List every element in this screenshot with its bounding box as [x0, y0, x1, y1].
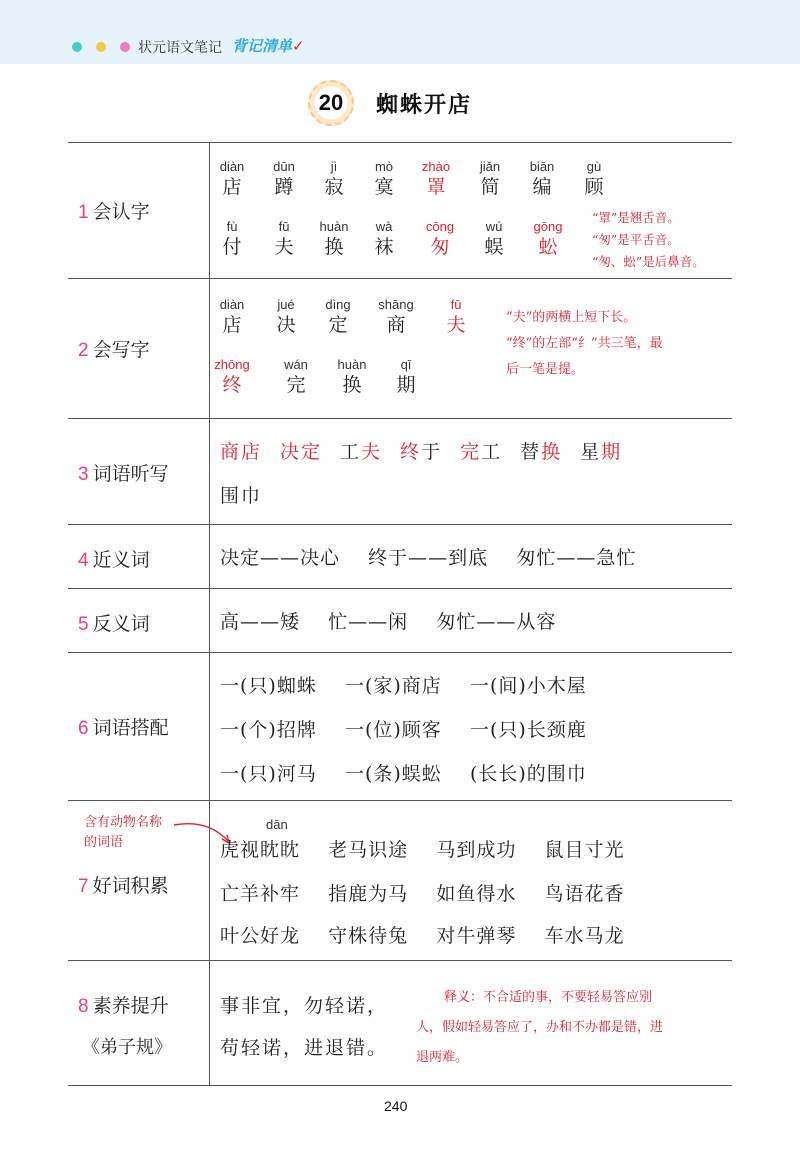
row-content — [210, 589, 732, 652]
row-synonyms — [68, 524, 732, 588]
char-item: dūn 蹲 — [273, 159, 295, 198]
dictation-line: 商店 决定 工夫 终于 完工 替换 星期 — [220, 441, 623, 463]
char-item: gù 顾 — [584, 159, 604, 198]
char-item: huàn 换 — [319, 219, 349, 258]
collocation-line: 一(只)河马 一(条)蜈蚣 (长长)的围巾 — [220, 763, 587, 785]
row-dictation — [68, 418, 732, 524]
char-item: jiǎn 简 — [479, 159, 501, 198]
row-content — [210, 419, 732, 524]
row-label: 含有动物名称 的词语 7 好词积累 — [68, 801, 210, 960]
row-label: 6 词语搭配 — [68, 653, 210, 800]
header-band — [0, 0, 800, 64]
lesson-title: 蜘蛛开店 — [376, 93, 473, 118]
dot-icon — [120, 42, 130, 52]
char-item: cōng 匆 — [425, 219, 455, 258]
char-item: diàn 店 — [219, 297, 245, 336]
row-content — [210, 801, 732, 960]
row-good-words — [68, 800, 732, 960]
pronunciation-note: “罩”是翘舌音。 “匆”是平舌音。 “匆、蚣”是后鼻音。 — [592, 210, 705, 269]
row-label: 2 会写字 — [68, 279, 210, 418]
idiom-line: 叶公好龙 守株待兔 对牛弹琴 车水马龙 — [220, 925, 625, 947]
row-collocation — [68, 652, 732, 800]
char-item: huàn 换 — [337, 357, 367, 396]
idiom-line: 亡羊补牢 指鹿为马 如鱼得水 鸟语花香 — [220, 883, 625, 905]
row-label: 1 会认字 — [68, 143, 210, 278]
row-content — [210, 279, 732, 418]
collocation-line: 一(个)招牌 一(位)顾客 一(只)长颈鹿 — [220, 719, 587, 741]
row-content — [210, 525, 732, 588]
char-item: biān 编 — [529, 159, 555, 198]
antonym-line: 高——矮 忙——闲 匆忙——从容 — [220, 611, 557, 633]
classic-line: 苟轻诺，进退错。 — [220, 1037, 389, 1059]
classic-line: 事非宜，勿轻诺， — [220, 995, 389, 1017]
row-content — [210, 653, 732, 800]
row-write-chars — [68, 278, 732, 418]
char-item: jì 寂 — [324, 159, 344, 198]
dot-icon — [72, 42, 82, 52]
char-item: qī 期 — [396, 357, 416, 396]
char-item: fū 夫 — [274, 219, 294, 258]
row-content — [210, 961, 732, 1085]
char-item: fū 夫 — [446, 297, 466, 336]
dot-icon — [96, 42, 106, 52]
char-item: fù 付 — [222, 219, 242, 258]
page-number: 240 — [384, 1098, 408, 1114]
char-item: jué 决 — [276, 297, 296, 336]
char-item: zhōng 终 — [214, 357, 250, 396]
char-item: wú 蜈 — [484, 219, 504, 258]
checkmark-icon: ✓ — [292, 37, 305, 55]
char-item: shāng 商 — [378, 297, 414, 336]
char-item: wà 袜 — [374, 219, 394, 258]
lesson-number: 20 — [308, 80, 354, 126]
row-label: 8 素养提升 《弟子规》 — [68, 961, 210, 1085]
row-label: 3 词语听写 — [68, 419, 210, 524]
row-recognize-chars — [68, 142, 732, 278]
row-literacy — [68, 960, 732, 1086]
char-item: diàn 店 — [219, 159, 245, 198]
side-note: 含有动物名称 的词语 — [84, 815, 163, 850]
source-title: 《弟子规》 — [82, 1037, 172, 1058]
brand-name: 状元语文笔记 — [138, 40, 222, 56]
char-item: dìng 定 — [325, 297, 351, 336]
row-antonyms — [68, 588, 732, 652]
idiom-line: 虎视眈眈 老马识途 马到成功 鼠目寸光 — [220, 839, 625, 861]
char-item: zhào 罩 — [421, 159, 451, 198]
char-item: wán 完 — [284, 357, 308, 396]
row-label: 4 近义词 — [68, 525, 210, 588]
row-content — [210, 143, 732, 278]
dictation-line: 围巾 — [220, 485, 263, 507]
explanation-note: 释义：不合适的事，不要轻易答应别 人，假如轻易答应了，办和不办都是错，进 退两难。 — [416, 990, 664, 1065]
char-item: gōng 蚣 — [533, 219, 563, 258]
pinyin-annotation: dān — [266, 817, 288, 832]
writing-note: “夫”的两横上短下长。 “终”的左部“纟”共三笔，最 后一笔是提。 — [506, 310, 663, 377]
brand-tag: 背记清单✓ — [232, 37, 305, 55]
row-label: 5 反义词 — [68, 589, 210, 652]
header-dots — [72, 42, 130, 52]
synonym-line: 决定——决心 终于——到底 匆忙——急忙 — [220, 547, 637, 569]
char-item: mò 寞 — [374, 159, 394, 198]
collocation-line: 一(只)蜘蛛 一(家)商店 一(间)小木屋 — [220, 675, 587, 697]
